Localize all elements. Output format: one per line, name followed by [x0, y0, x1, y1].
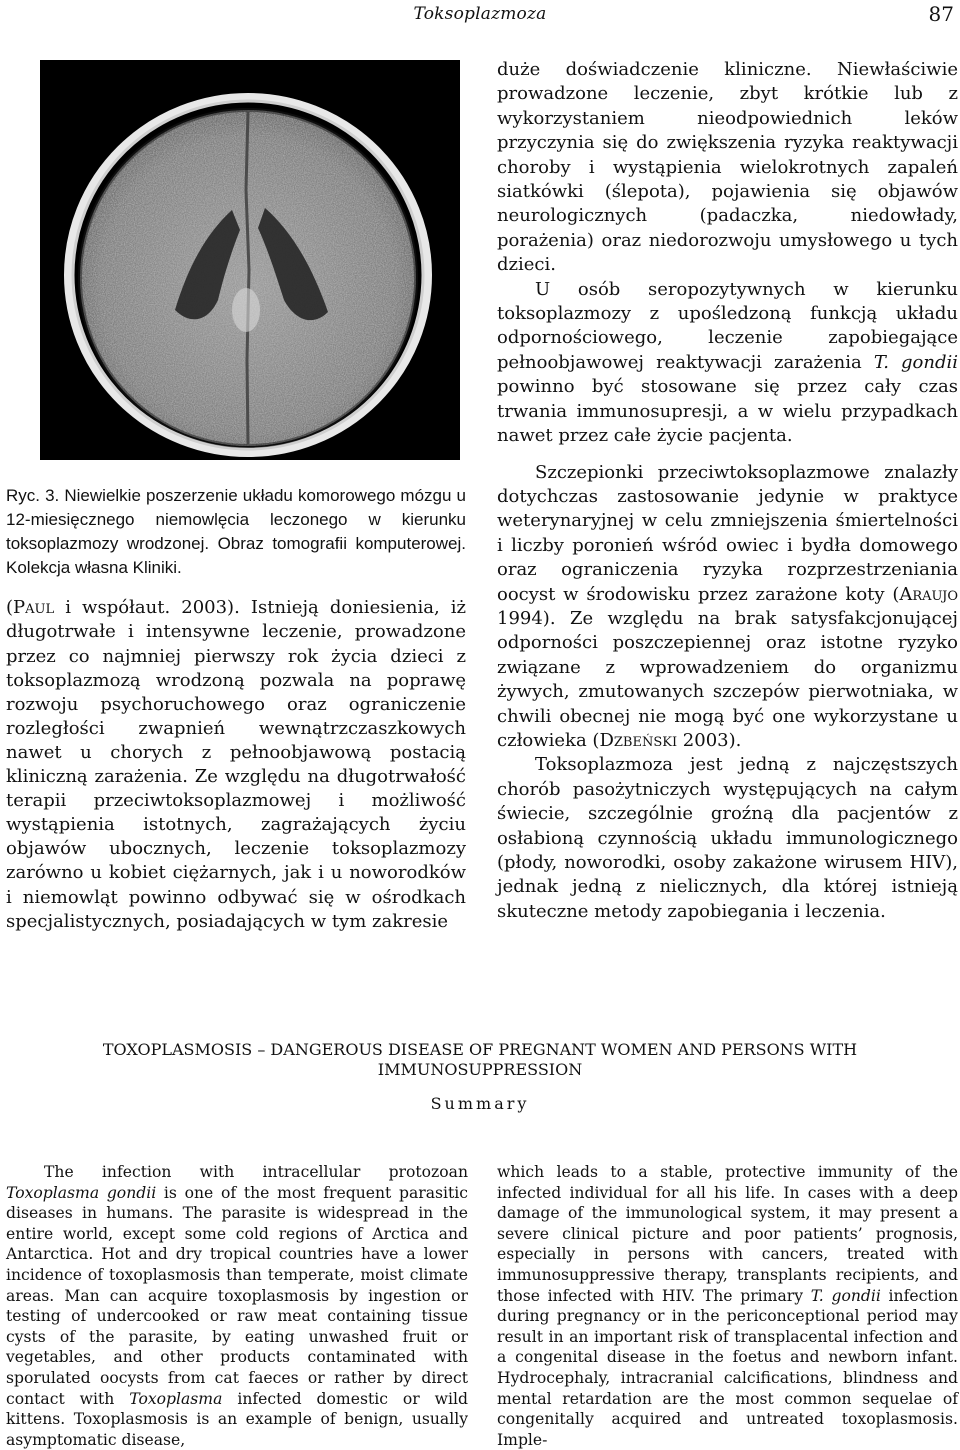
- text-span: infection during pregnancy or in the periconceptional period may result in an important risk of transplacental infection and a congenital disease in the foetus and newborn infant. Hydrocephaly, intracranial calcifications, blindness and mental retardation are the most common sequelae of congenitally acquired and untreated toxoplasmosis. Imple-: [497, 1286, 958, 1449]
- summary-right-column: [497, 1162, 958, 1450]
- text-span: is one of the most frequent parasitic diseases in humans. The parasite is widespread in the entire world, except some cold regions of Arctica and Antarctica. Hot and dry tropical countries have a lower incidence of toxoplasmosis than temperate, moist climate areas. Man can acquire toxoplasmosis by ingestion or testing of undercooked or raw meat containing tissue cysts of the parasite, by eating unwashed fruit or vegetables, and other products contaminated with sporulated oocysts from cat faeces or rather by direct contact with: [6, 1183, 468, 1408]
- summary-left-paragraph: [6, 1162, 468, 1450]
- text-span: which leads to a stable, protective immunity of the infected individual for all his life. In cases with a deep damage of the immunological system, it may present a severe clinical picture and poor patients’ prognosis, especially in persons with cancers, treated with immunosuppressive therapy, transplants recipients, and those infected with HIV. The primary: [497, 1163, 958, 1305]
- running-header-title: Toksoplazmoza: [413, 4, 547, 24]
- ct-scan-figure: [40, 60, 460, 460]
- right-paragraph-3: [497, 461, 958, 754]
- summary-title: TOXOPLASMOSIS – DANGEROUS DISEASE OF PREGNANT WOMEN AND PERSONS WITH IMMUNOSUPPRESSION: [102, 1040, 858, 1079]
- page-number: 87: [928, 2, 954, 26]
- ct-scan-image: [40, 60, 460, 460]
- text-span: 1994). Ze względu na brak satysfakcjonującej odporności poszczepiennej oraz istotne ryzyko związane z wprowadzeniem do organizmu żywych, zmutowanych szczepów pierwotniaka, w chwili obecnej nie mogą być one wykorzystane u człowieka (: [497, 607, 958, 751]
- summary-left-column: [6, 1162, 468, 1450]
- author-citation: Dzbeński: [599, 729, 678, 751]
- left-paragraph-1: [6, 596, 466, 933]
- text-span: The infection with intracellular protozoan: [44, 1163, 468, 1181]
- summary-label: Summary: [430, 1094, 530, 1113]
- text-span: Szczepionki przeciwtoksoplazmowe znalazły dotychczas zastosowanie jedynie w praktyce weterynaryjnej w celu zmniejszenia śmiertelności i liczby poronień wśród owiec i bydła domowego oraz ograniczenia ryzyka rozprzestrzeniania oocyst w środowisku przez zarażone koty (: [497, 461, 958, 605]
- species-name: Toxoplasma gondii: [6, 1183, 157, 1202]
- author-citation: Araujo: [899, 583, 958, 605]
- text-span: (: [6, 597, 14, 619]
- left-text-column: [6, 484, 466, 934]
- right-text-column: [497, 58, 958, 924]
- right-paragraph-2: [497, 278, 958, 449]
- figure-caption: Ryc. 3. Niewielkie poszerzenie układu komorowego mózgu u 12-miesięcznego niemowlęcia leczonego w kierunku toksoplazmozy wrodzonej. Obraz tomografii komputerowej. Kolekcja własna Kliniki.: [6, 486, 466, 578]
- right-paragraph-1: duże doświadczenie kliniczne. Niewłaściwie prowadzone leczenie, zbyt krótkie lub z wykorzystaniem nieodpowiednich leków przyczynia się do zwiększenia ryzyka reaktywacji choroby i wystąpienia wielokrotnych zapaleń siatkówki (ślepota), pojawienia się objawów neurologicznych (padaczka, niedowłady, porażenia) oraz niedorozwoju umysłowego u tych dzieci.: [497, 59, 958, 276]
- text-span: powinno być stosowane się przez cały czas trwania immunosupresji, a w wielu przypadkach nawet przez całe życie pacjenta.: [497, 376, 958, 447]
- right-paragraph-4: Toksoplazmoza jest jedną z najczęstszych chorób pasożytniczych występujących na całym świecie, szczególnie groźną dla pacjentów z osłabioną czynnością układu immunologicznego (płody, noworodki, osoby zakażone wirusem HIV), jednak jedną z nielicznych, dla której istnieją skuteczne metody zapobiegania i leczenia.: [497, 754, 958, 922]
- author-citation: Paul: [13, 597, 55, 619]
- genus-name: Toxoplasma: [129, 1389, 223, 1408]
- species-name: T. gondii: [873, 351, 958, 373]
- text-span: U osób seropozytywnych w kierunku toksoplazmozy z upośledzoną funkcją układu odpornościowego, leczenie zapobiegające pełnoobjawowej reaktywacji zarażenia: [497, 278, 958, 373]
- summary-right-paragraph: [497, 1162, 958, 1450]
- text-span: i współaut. 2003). Istnieją doniesienia, iż długotrwałe i intensywne leczenie, prowadzone przez co najmniej pierwszy rok życia dzieci z toksoplazmozą wrodzoną pozwala na poprawę rozwoju psychoruchowego oraz ograniczenie rozległości zwapnień wewnątrzczaszkowych nawet u chorych z pełnoobjawową postacią kliniczną zarażenia. Ze względu na długotrwałość terapii przeciwtoksoplazmowej i możliwość wystąpienia istotnych, zagrażających życiu objawów ubocznych, leczenie toksoplazmozy zarówno u kobiet ciężarnych, jak i u noworodków i niemowląt powinno odbywać się w ośrodkach specjalistycznych, posiadających w tym zakresie: [6, 597, 466, 932]
- species-name: T. gondii: [810, 1286, 881, 1305]
- text-span: infected domestic or wild kittens. Toxoplasmosis is an example of benign, usually asymptomatic disease,: [6, 1389, 468, 1449]
- text-span: 2003).: [677, 729, 742, 751]
